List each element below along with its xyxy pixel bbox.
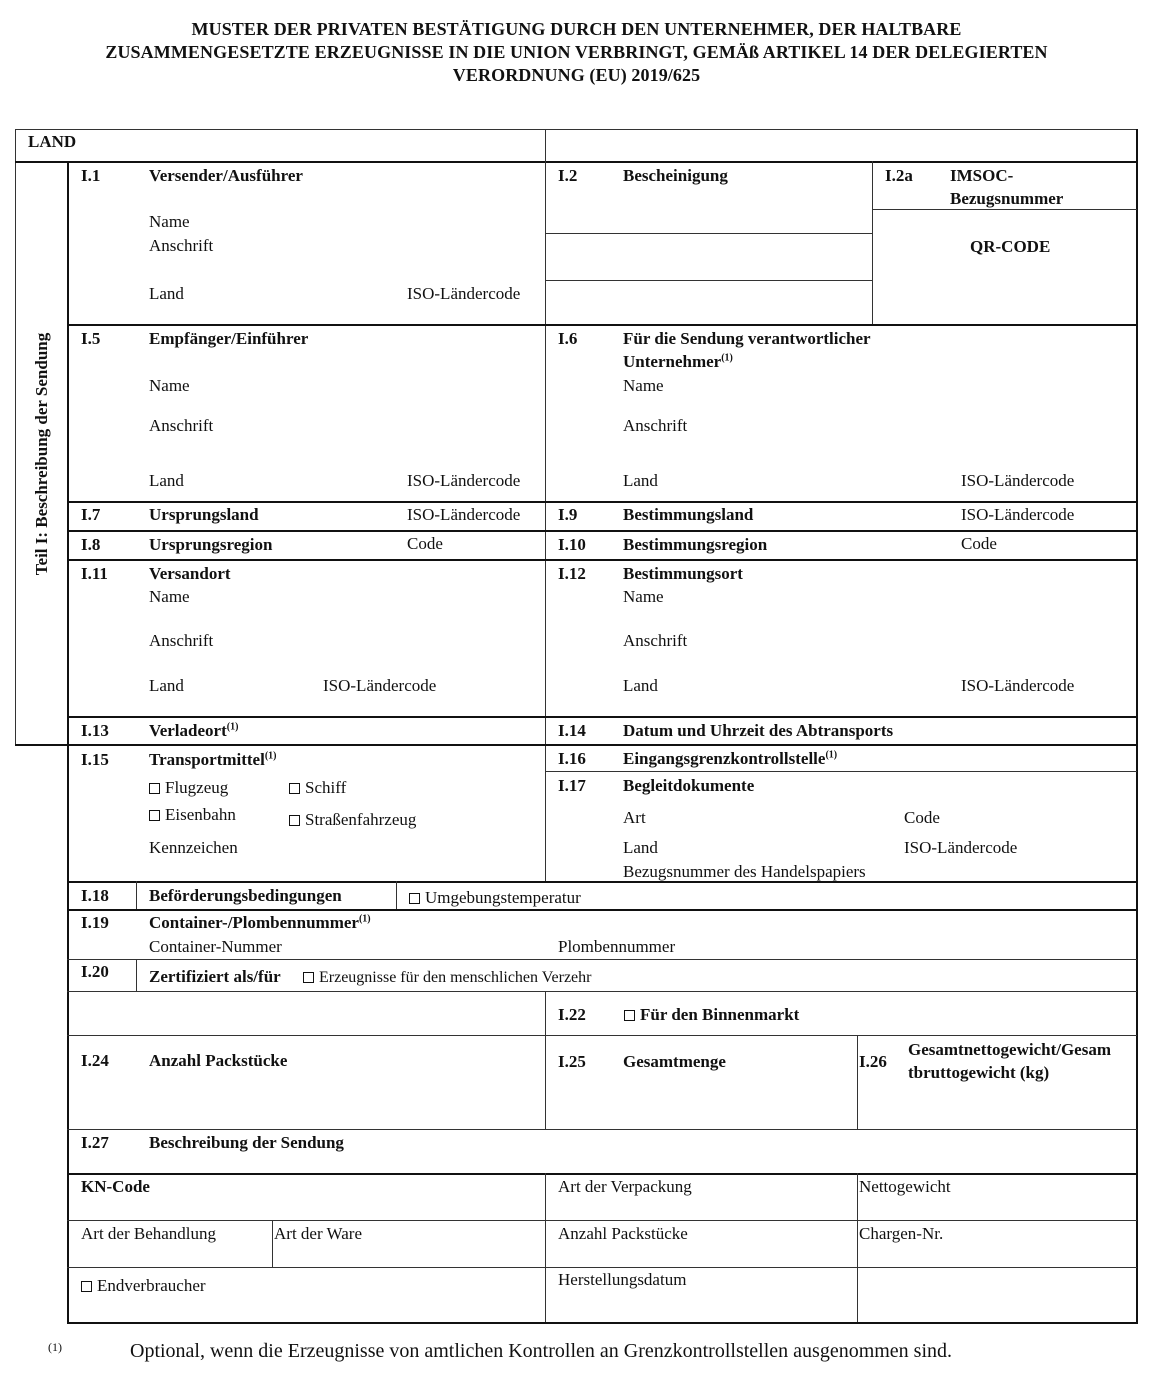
field-label: Bestimmungsort <box>623 564 743 583</box>
divider <box>67 1035 1137 1036</box>
iso-code-label: ISO-Ländercode <box>961 471 1075 490</box>
document-title <box>0 18 1153 87</box>
field-number: I.25 <box>558 1052 586 1071</box>
field-number: I.6 <box>558 329 578 348</box>
option-label: Umgebungstemperatur <box>425 888 581 907</box>
field-number: I.7 <box>81 505 101 524</box>
divider <box>67 1322 1138 1324</box>
divider <box>67 1173 1138 1175</box>
divider <box>136 881 137 910</box>
field-label: Versandort <box>149 564 231 583</box>
field-label <box>149 913 371 933</box>
label-text: Eingangsgrenzkontrollstelle <box>623 749 826 768</box>
divider <box>545 1173 546 1323</box>
option-label: Straßenfahrzeug <box>305 810 417 829</box>
option-human-consumption[interactable] <box>303 968 591 988</box>
divider <box>136 959 137 992</box>
field-number: I.15 <box>81 750 109 769</box>
country-label: Land <box>149 676 184 695</box>
divider <box>67 530 1138 532</box>
divider <box>67 991 1137 992</box>
field-label: Beförderungsbedingungen <box>149 886 342 905</box>
divider <box>872 209 1137 210</box>
country-label: Land <box>149 471 184 490</box>
option-railway[interactable] <box>149 805 236 825</box>
checkbox[interactable] <box>303 972 314 983</box>
name-label: Name <box>623 587 664 606</box>
field-number: I.14 <box>558 721 586 740</box>
checkbox[interactable] <box>149 810 160 821</box>
divider <box>272 1220 273 1268</box>
field-label-line-2: tbruttogewicht (kg) <box>908 1063 1050 1082</box>
package-count-cell[interactable]: Anzahl Packstücke <box>558 1224 688 1243</box>
field-label: Anzahl Packstücke <box>149 1051 288 1070</box>
footnote-ref: (1) <box>358 913 371 925</box>
option-ship[interactable] <box>289 778 346 798</box>
checkbox[interactable] <box>289 783 300 794</box>
field-number: I.16 <box>558 749 586 768</box>
name-label: Name <box>149 587 190 606</box>
divider <box>67 501 1138 503</box>
title-line-2: ZUSAMMENGESETZTE ERZEUGNISSE IN DIE UNION VERBRINGT, GEMÄß ARTIKEL 14 DER DELEGIERTEN <box>105 42 1048 62</box>
field-label-line-2 <box>623 352 733 372</box>
field-label: Bestimmungsland <box>623 505 754 524</box>
field-number: I.13 <box>81 721 109 740</box>
field-label: Bestimmungsregion <box>623 535 768 554</box>
checkbox[interactable] <box>81 1281 92 1292</box>
divider <box>857 1173 858 1323</box>
divider <box>545 129 546 882</box>
iso-code-label: ISO-Ländercode <box>961 505 1075 524</box>
reference-label: Bezugsnummer des Handelspapiers <box>623 862 866 881</box>
divider <box>67 959 1137 960</box>
field-number: I.10 <box>558 535 586 554</box>
divider <box>67 1220 1137 1221</box>
name-label: Name <box>149 376 190 395</box>
field-label-line-1: Für die Sendung verantwortlicher <box>623 329 871 348</box>
iso-code-label: ISO-Ländercode <box>961 676 1075 695</box>
field-number: I.11 <box>81 564 108 583</box>
footnote-number: (1) <box>48 1340 62 1354</box>
country-label: Land <box>623 471 658 490</box>
country-label: Land <box>149 284 184 303</box>
treatment-type-cell[interactable]: Art der Behandlung <box>81 1224 217 1243</box>
divider <box>1136 129 1138 1324</box>
divider <box>67 1129 1137 1130</box>
field-number: I.26 <box>859 1052 887 1071</box>
option-label: Eisenbahn <box>165 805 236 824</box>
title-line-3: VERORDNUNG (EU) 2019/625 <box>452 65 701 85</box>
address-label: Anschrift <box>623 631 688 650</box>
divider <box>67 559 1138 561</box>
field-number: I.5 <box>81 329 101 348</box>
title-line-1: MUSTER DER PRIVATEN BESTÄTIGUNG DURCH DEN UNTERNEHMER, DER HALTBARE <box>191 19 962 39</box>
divider <box>67 744 1138 746</box>
commodity-type-cell[interactable]: Art der Ware <box>274 1224 362 1243</box>
field-number: I.2 <box>558 166 578 185</box>
address-label: Anschrift <box>623 416 688 435</box>
production-date-cell[interactable]: Herstellungsdatum <box>558 1270 687 1289</box>
option-ambient[interactable] <box>409 888 581 908</box>
batch-number-cell[interactable]: Chargen-Nr. <box>859 1224 944 1243</box>
option-label: Für den Binnenmarkt <box>640 1005 800 1024</box>
field-label: Versender/Ausführer <box>149 166 303 185</box>
divider <box>396 881 397 910</box>
field-label <box>149 721 238 741</box>
country-label: Land <box>623 676 658 695</box>
qr-code-placeholder: QR-CODE <box>970 237 1051 256</box>
field-label: Begleitdokumente <box>623 776 755 795</box>
option-airplane[interactable] <box>149 778 228 798</box>
divider <box>15 129 1138 130</box>
field-label: Ursprungsregion <box>149 535 273 554</box>
field-number: I.12 <box>558 564 586 583</box>
name-label: Name <box>623 376 664 395</box>
field-label <box>623 749 837 769</box>
footnote-ref: (1) <box>226 721 239 733</box>
field-label: Beschreibung der Sendung <box>149 1133 344 1152</box>
iso-code-label: ISO-Ländercode <box>407 471 521 490</box>
field-label-line-1: IMSOC- <box>950 166 1014 185</box>
field-label <box>149 750 277 770</box>
field-number: I.2a <box>885 166 913 185</box>
iso-code-label: ISO-Ländercode <box>323 676 437 695</box>
divider <box>545 991 546 1130</box>
divider <box>15 161 1138 163</box>
field-label: Datum und Uhrzeit des Abtransports <box>623 721 894 740</box>
iso-code-label: ISO-Ländercode <box>407 284 521 303</box>
option-label: Erzeugnisse für den menschlichen Verzehr <box>319 969 592 986</box>
type-label: Art <box>623 808 646 827</box>
iso-code-label: ISO-Ländercode <box>407 505 521 524</box>
checkbox[interactable] <box>624 1010 635 1021</box>
field-number: I.17 <box>558 776 586 795</box>
divider <box>67 716 1138 718</box>
field-number: I.20 <box>81 962 109 981</box>
name-label: Name <box>149 212 190 231</box>
country-label: Land <box>623 838 658 857</box>
seal-number-label: Plombennummer <box>558 937 676 956</box>
field-label: Ursprungsland <box>149 505 259 524</box>
divider <box>67 1267 1137 1268</box>
field-number: I.24 <box>81 1051 109 1070</box>
container-number-label: Container-Nummer <box>149 937 282 956</box>
packaging-type-cell[interactable]: Art der Verpackung <box>558 1177 692 1196</box>
checkbox[interactable] <box>149 783 160 794</box>
field-number: I.1 <box>81 166 101 185</box>
section-side-label <box>15 162 68 745</box>
address-label: Anschrift <box>149 416 214 435</box>
field-label: Gesamtmenge <box>623 1052 726 1071</box>
divider <box>872 161 873 325</box>
code-label: Code <box>407 534 443 553</box>
option-label: Endverbraucher <box>97 1276 206 1295</box>
code-label: Code <box>961 534 997 553</box>
final-consumer-option[interactable] <box>81 1276 206 1296</box>
divider <box>67 909 1138 911</box>
label-text: Container-/Plombennummer <box>149 913 359 932</box>
label-text: Unternehmer <box>623 352 722 371</box>
cn-code-cell[interactable]: KN-Code <box>81 1177 150 1196</box>
field-label: Zertifiziert als/für <box>149 967 281 986</box>
footnote-ref: (1) <box>825 749 838 761</box>
field-label-line-1: Gesamtnettogewicht/Gesam <box>908 1040 1112 1059</box>
field-number: I.22 <box>558 1005 586 1024</box>
field-label-line-2: Bezugsnummer <box>950 189 1064 208</box>
field-number: I.27 <box>81 1133 109 1152</box>
field-number: I.8 <box>81 535 101 554</box>
footnote-ref: (1) <box>721 352 733 364</box>
divider <box>545 280 873 281</box>
divider <box>67 881 1138 883</box>
footnote-ref: (1) <box>264 750 277 762</box>
address-label: Anschrift <box>149 236 214 255</box>
side-label-text: Teil I: Beschreibung der Sendung <box>31 332 51 575</box>
divider <box>545 233 873 234</box>
field-number: I.18 <box>81 886 109 905</box>
checkbox[interactable] <box>409 893 420 904</box>
label-text: Verladeort <box>149 721 227 740</box>
iso-code-label: ISO-Ländercode <box>904 838 1018 857</box>
footnote-text: Optional, wenn die Erzeugnisse von amtlichen Kontrollen an Grenzkontrollstellen ausgenommen sind. <box>130 1340 953 1362</box>
option-label: Schiff <box>305 778 347 797</box>
divider <box>545 771 1137 772</box>
country-header: LAND <box>28 132 77 151</box>
field-label: Bescheinigung <box>623 166 728 185</box>
field-label: Empfänger/Einführer <box>149 329 309 348</box>
label-text: Transportmittel <box>149 750 265 769</box>
option-internal-market[interactable] <box>624 1005 799 1025</box>
address-label: Anschrift <box>149 631 214 650</box>
divider <box>857 1035 858 1130</box>
code-label: Code <box>904 808 940 827</box>
plate-label: Kennzeichen <box>149 838 238 857</box>
divider <box>67 324 1138 326</box>
option-road-vehicle[interactable] <box>289 810 416 830</box>
field-number: I.19 <box>81 913 109 932</box>
net-weight-cell[interactable]: Nettogewicht <box>859 1177 951 1196</box>
field-number: I.9 <box>558 505 578 524</box>
option-label: Flugzeug <box>165 778 229 797</box>
checkbox[interactable] <box>289 815 300 826</box>
